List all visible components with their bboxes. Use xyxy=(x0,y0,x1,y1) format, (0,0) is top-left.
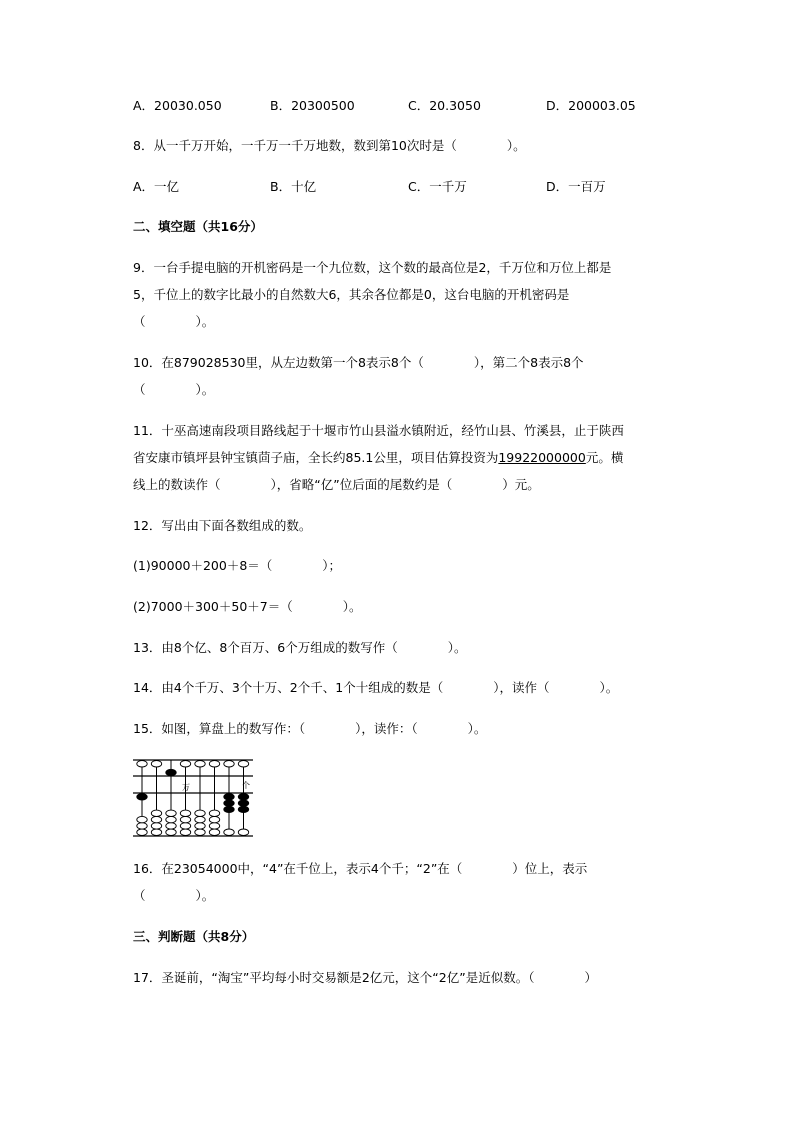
abacus-lower-bead xyxy=(224,829,234,835)
abacus-lower-bead xyxy=(166,829,176,835)
abacus-lower-bead xyxy=(209,823,219,829)
abacus-lower-bead xyxy=(195,829,205,835)
question-11-line-2 xyxy=(133,449,623,467)
question-11-text: 省安康市镇坪县钟宝镇茴子庙，全长约85.1公里，项目估算投资为 xyxy=(133,450,499,465)
abacus-lower-bead xyxy=(209,816,219,822)
abacus-upper-bead xyxy=(137,761,147,767)
abacus-lower-bead xyxy=(209,829,219,835)
abacus-upper-bead xyxy=(180,761,190,767)
question-12-stem: 12．写出由下面各数组成的数。 xyxy=(133,518,312,533)
abacus-lower-bead xyxy=(195,810,205,816)
abacus-lower-bead-counted xyxy=(137,794,147,800)
abacus-lower-bead xyxy=(180,829,190,835)
abacus-lower-bead xyxy=(151,823,161,829)
abacus-lower-bead xyxy=(151,829,161,835)
abacus-lower-bead xyxy=(137,816,147,822)
question-9-line-2: 5，千位上的数字比最小的自然数大6，其余各位都是0，这台电脑的开机密码是 xyxy=(133,287,570,302)
question-10-line-1: 10．在879028530里，从左边数第一个8表示8个（ ），第二个8表示8个 xyxy=(133,355,584,370)
abacus-lower-bead xyxy=(151,816,161,822)
abacus-lower-bead-counted xyxy=(238,800,248,806)
abacus-lower-bead xyxy=(195,823,205,829)
abacus-lower-bead xyxy=(180,823,190,829)
abacus-lower-bead xyxy=(166,816,176,822)
question-9-line-1: 9．一台手提电脑的开机密码是一个九位数，这个数的最高位是2，千万位和万位上都是 xyxy=(133,260,612,275)
question-11-line-1: 11．十巫高速南段项目路线起于十堰市竹山县溢水镇附近，经竹山县、竹溪县，止于陕西 xyxy=(133,423,624,438)
abacus-upper-bead xyxy=(209,761,219,767)
abacus-upper-bead xyxy=(195,761,205,767)
option-a: A．一亿 xyxy=(133,179,180,194)
abacus-lower-bead-counted xyxy=(224,800,234,806)
abacus-lower-bead xyxy=(180,816,190,822)
abacus-lower-bead-counted xyxy=(224,806,234,812)
option-c: C．一千万 xyxy=(408,179,467,194)
abacus-upper-bead-counted xyxy=(166,769,176,775)
abacus-lower-bead-counted xyxy=(238,806,248,812)
abacus-lower-bead xyxy=(151,810,161,816)
abacus-upper-bead xyxy=(151,761,161,767)
option-a: A．20030.050 xyxy=(133,98,222,113)
question-15-stem: 15．如图，算盘上的数写作：（ ），读作：（ ）。 xyxy=(133,721,487,736)
label-ge: 个 xyxy=(242,781,250,790)
question-16-line-1: 16．在23054000中，“4”在千位上，表示4个千；“2”在（ ）位上，表示 xyxy=(133,861,588,876)
question-17: 17．圣诞前，“淘宝”平均每小时交易额是2亿元，这个“2亿”是近似数。（ ） xyxy=(133,970,597,985)
abacus-lower-bead xyxy=(209,810,219,816)
abacus-lower-bead xyxy=(195,816,205,822)
question-12-part-1: (1)90000＋200＋8＝（ ）； xyxy=(133,558,342,573)
abacus-lower-bead xyxy=(137,823,147,829)
abacus-lower-bead-counted xyxy=(224,794,234,800)
abacus-lower-bead xyxy=(166,810,176,816)
question-11-line-3: 线上的数读作（ ），省略“亿”位后面的尾数约是（ ）元。 xyxy=(133,477,540,492)
abacus-upper-bead xyxy=(238,761,248,767)
option-d: D．200003.05 xyxy=(546,98,636,113)
question-13: 13．由8个亿、8个百万、6个万组成的数写作（ ）。 xyxy=(133,640,467,655)
section-title-fill-in: 二、填空题（共16分） xyxy=(133,219,263,234)
abacus-upper-bead xyxy=(224,761,234,767)
abacus-lower-bead xyxy=(180,810,190,816)
question-12-part-2: (2)7000＋300＋50＋7＝（ ）。 xyxy=(133,599,362,614)
abacus-lower-bead xyxy=(166,823,176,829)
underlined-number: 19922000000 xyxy=(498,450,586,465)
option-d: D．一百万 xyxy=(546,179,606,194)
question-8-stem: 8．从一千万开始，一千万一千万地数，数到第10次时是（ ）。 xyxy=(133,138,526,153)
question-16-line-2: （ ）。 xyxy=(133,888,215,903)
abacus-lower-bead xyxy=(137,829,147,835)
option-b: B．20300500 xyxy=(270,98,355,113)
abacus-lower-bead-counted xyxy=(238,794,248,800)
label-wan: 万 xyxy=(182,783,190,792)
question-9-line-3: （ ）。 xyxy=(133,314,215,329)
abacus-lower-bead xyxy=(238,829,248,835)
abacus-figure xyxy=(131,756,257,840)
option-c: C．20.3050 xyxy=(408,98,481,113)
question-11-text: 元。横 xyxy=(585,450,624,465)
question-14: 14．由4个千万、3个十万、2个千、1个十组成的数是（ ），读作（ ）。 xyxy=(133,680,619,695)
section-title-judgement: 三、判断题（共8分） xyxy=(133,929,255,944)
option-b: B．十亿 xyxy=(270,179,317,194)
question-10-line-2: （ ）。 xyxy=(133,382,215,397)
